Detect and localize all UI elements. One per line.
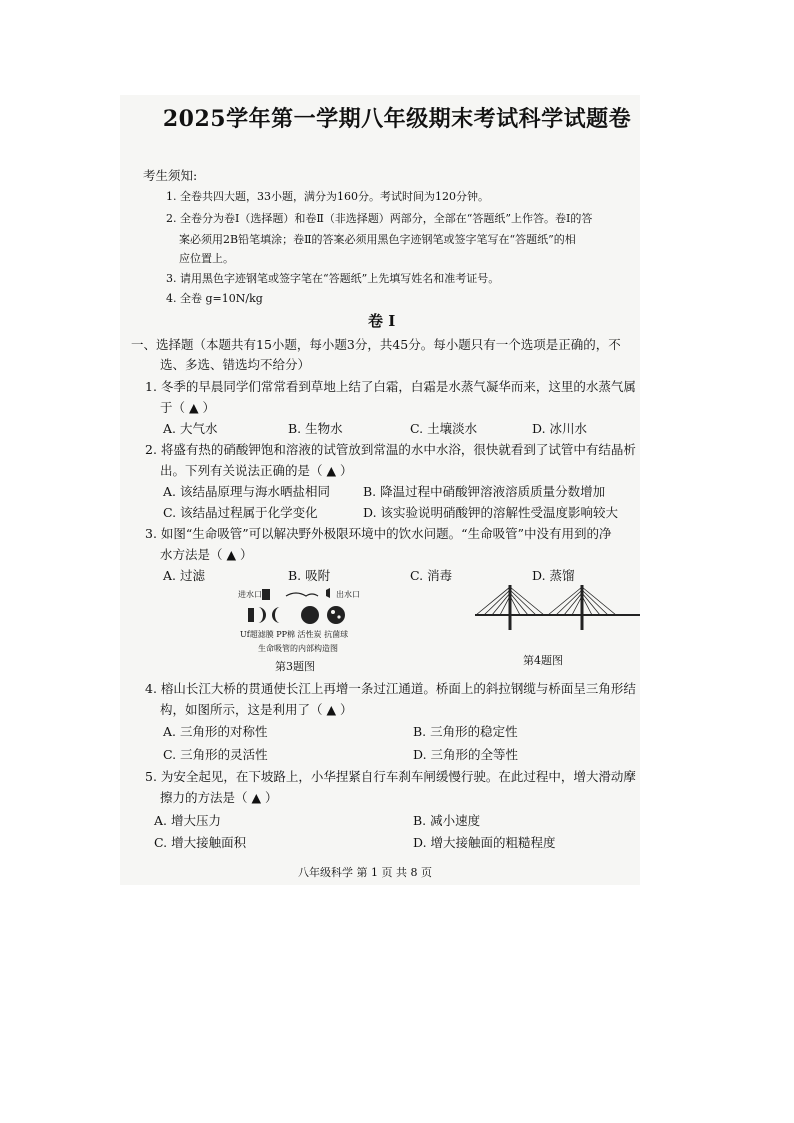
- q5-option-c: C. 增大接触面积: [154, 835, 247, 850]
- section-label: 卷 Ⅰ: [368, 312, 396, 330]
- notice-item-2-cont: 案必须用2B铅笔填涂；卷Ⅱ的答案必须用黑色字迹钢笔或签字笔写在“答题纸”的相: [179, 233, 576, 246]
- notice-item-3: 3. 请用黑色字迹钢笔或签字笔在“答题纸”上先填写姓名和准考证号。: [166, 272, 500, 285]
- q1-option-a: A. 大气水: [163, 421, 218, 436]
- q2-stem: 2. 将盛有热的硝酸钾饱和溶液的试管放到常温的水中水浴，很快就看到了试管中有结晶析: [145, 442, 636, 457]
- notice-item-1: 1. 全卷共四大题，33小题，满分为160分。考试时间为120分钟。: [166, 190, 489, 203]
- q1-option-b: B. 生物水: [288, 421, 343, 436]
- q4-stem: 4. 榕山长江大桥的贯通使长江上再增一条过江通道。桥面上的斜拉钢缆与桥面呈三角形结: [145, 681, 636, 696]
- q2-stem-cont: 出。下列有关说法正确的是（ ▲ ）: [160, 463, 353, 478]
- q5-option-b: B. 减小速度: [413, 813, 481, 828]
- q3-stem: 3. 如图“生命吸管”可以解决野外极限环境中的饮水问题。“生命吸管”中没有用到的净: [145, 526, 612, 541]
- q3-stem-cont: 水方法是（ ▲ ）: [160, 547, 253, 562]
- fig3-caption: 第3题图: [275, 660, 315, 673]
- q5-option-a: A. 增大压力: [154, 813, 221, 828]
- notice-item-2-cont2: 应位置上。: [179, 252, 234, 265]
- q4-option-a: A. 三角形的对称性: [163, 724, 268, 739]
- exam-title: 2025学年第一学期八年级期末考试科学试题卷: [162, 106, 632, 132]
- q5-option-d: D. 增大接触面的粗糙程度: [413, 835, 556, 850]
- notice-heading: 考生须知:: [143, 168, 198, 183]
- q1-stem-cont: 于（ ▲ ）: [160, 400, 216, 415]
- q1-stem: 1. 冬季的早晨同学们常常看到草地上结了白霜，白霜是水蒸气凝华而来，这里的水蒸气属: [145, 379, 636, 394]
- q2-option-b: B. 降温过程中硝酸钾溶液溶质质量分数增加: [363, 484, 606, 499]
- page-footer: 八年级科学 第 1 页 共 8 页: [298, 866, 432, 879]
- fig4-caption: 第4题图: [523, 654, 563, 667]
- fig3-inlet-label: 进水口: [238, 590, 262, 599]
- section-intro: 一、选择题（本题共有15小题，每小题3分，共45分。每小题只有一个选项是正确的，不: [131, 337, 621, 352]
- q5-stem-cont: 擦力的方法是（ ▲ ）: [160, 790, 278, 805]
- fig3-description: 生命吸管的内部构造图: [258, 644, 338, 653]
- q3-option-c: C. 消毒: [410, 568, 453, 583]
- q3-option-d: D. 蒸馏: [532, 568, 575, 583]
- q4-option-d: D. 三角形的全等性: [413, 747, 519, 762]
- fig3-outlet-label: 出水口: [336, 590, 360, 599]
- life-straw-diagram: [236, 586, 356, 630]
- q2-option-a: A. 该结晶原理与海水晒盐相同: [163, 484, 330, 499]
- cable-stayed-bridge-diagram: [470, 582, 645, 632]
- fig3-parts-label: Uf超滤膜 PP棉 活性炭 抗菌球: [240, 630, 349, 639]
- q4-stem-cont: 构，如图所示，这是利用了（ ▲ ）: [160, 702, 353, 717]
- q5-stem: 5. 为安全起见，在下坡路上，小华捏紧自行车刹车闸缓慢行驶。在此过程中，增大滑动摩: [145, 769, 636, 784]
- q3-option-b: B. 吸附: [288, 568, 331, 583]
- q1-option-d: D. 冰川水: [532, 421, 588, 436]
- q2-option-d: D. 该实验说明硝酸钾的溶解性受温度影响较大: [363, 505, 619, 520]
- notice-item-2: 2. 全卷分为卷Ⅰ（选择题）和卷Ⅱ（非选择题）两部分，全部在“答题纸”上作答。卷Ⅰ的答: [166, 212, 593, 225]
- q4-option-c: C. 三角形的灵活性: [163, 747, 268, 762]
- q3-option-a: A. 过滤: [163, 568, 205, 583]
- q1-option-c: C. 土壤淡水: [410, 421, 478, 436]
- q4-option-b: B. 三角形的稳定性: [413, 724, 518, 739]
- notice-item-4: 4. 全卷 g=10N/kg: [166, 292, 263, 305]
- q2-option-c: C. 该结晶过程属于化学变化: [163, 505, 318, 520]
- section-intro-cont: 选、多选、错选均不给分）: [160, 357, 311, 372]
